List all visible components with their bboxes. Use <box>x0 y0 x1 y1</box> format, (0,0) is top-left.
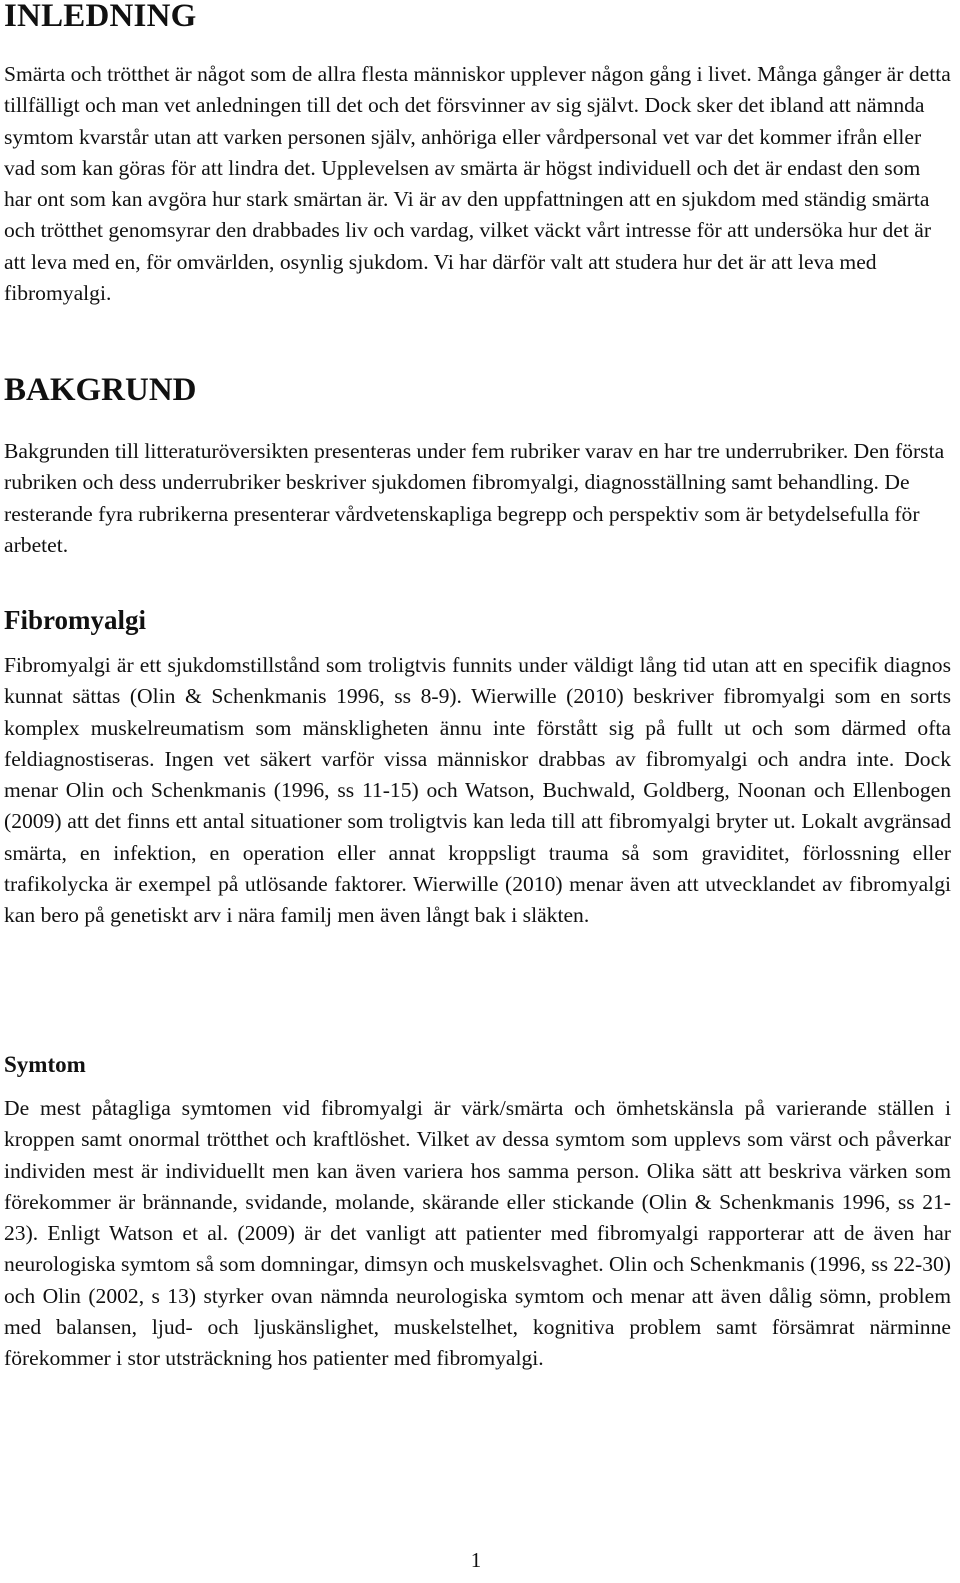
subsection-heading-symtom: Symtom <box>4 1052 86 1077</box>
intro-paragraph: Smärta och trötthet är något som de allra flesta människor upplever någon gång i livet. Många gånger är detta tillfälligt och man vet anledningen till det och det försvinner av sig självt. Dock sker det ibland att nämnda symtom kvarstår utan att varken personen själv, anhöriga eller vårdpersonal vet var det kommer ifrån eller vad som kan göras för att lindra det. Upplevelsen av smärta är högst individuell och det är endast den som har ont som kan avgöra hur stark smärtan är. Vi är av den uppfattningen att en sjukdom med ständig smärta och trötthet genomsyrar den drabbades liv och vardag, vilket väckt vårt intresse för att undersöka hur det är att leva med en, för omvärlden, osynlig sjukdom. Vi har därför valt att studera hur det är att leva med fibromyalgi. <box>4 62 951 306</box>
page-number: 1 <box>470 1548 482 1572</box>
fibromyalgia-paragraph: Fibromyalgi är ett sjukdomstillstånd som troligtvis funnits under väldigt lång tid utan att en specifik diagnos kunnat sättas (Olin & Schenkmanis 1996, ss 8-9). Wierwille (2010) beskriver fibromyalgi som en sorts komplex muskelreumatism som mänskligheten ännu inte förstått sig på fullt ut och som därmed ofta feldiagnostiseras. Ingen vet säkert varför vissa människor drabbas av fibromyalgi och andra inte. Dock menar Olin och Schenkmanis (1996, ss 11-15) och Watson, Buchwald, Goldberg, Noonan och Ellenbogen (2009) att det finns ett antal situationer som troligtvis kan leda till att fibromyalgi bryter ut. Lokalt avgränsad smärta, en infektion, en operation eller annat kroppsligt trauma så som graviditet, förlossning eller trafikolycka är exempel på utlösande faktorer. Wierwille (2010) menar även att utvecklandet av fibromyalgi kan bero på genetiskt arv i nära familj men även långt bak i släkten. <box>4 653 951 928</box>
symptoms-paragraph: De mest påtagliga symtomen vid fibromyalgi är värk/smärta och ömhetskänsla på varierande ställen i kroppen samt onormal trötthet och kraftlöshet. Vilket av dessa symtom som upplevs som värst och påverkar individen mest är individuellt men kan även variera hos samma person. Olika sätt att beskriva värken som förekommer är brännande, svidande, molande, skärande eller stickande (Olin & Schenkmanis 1996, ss 21-23). Enligt Watson et al. (2009) är det vanligt att patienter med fibromyalgi rapporterar att de även har neurologiska symtom så som domningar, dimsyn och muskelsvaghet. Olin och Schenkmanis (1996, ss 22-30) och Olin (2002, s 13) styrker ovan nämnda neurologiska symtom och menar att även dålig sömn, problem med balansen, ljud- och ljuskänslighet, muskelstelhet, kognitiva problem samt försämrat närminne förekommer i stor utsträckning hos patienter med fibromyalgi. <box>4 1096 951 1371</box>
background-paragraph: Bakgrunden till litteraturöversikten presenteras under fem rubriker varav en har tre underrubriker. Den första rubriken och dess underrubriker beskriver sjukdomen fibromyalgi, diagnosställning samt behandling. De resterande fyra rubrikerna presenterar vårdvetenskapliga begrepp och perspektiv som är betydelsefulla för arbetet. <box>4 439 945 557</box>
section-heading-inledning: INLEDNING <box>4 0 197 34</box>
section-heading-bakgrund: BAKGRUND <box>4 372 197 408</box>
section-heading-fibromyalgi: Fibromyalgi <box>4 605 147 635</box>
